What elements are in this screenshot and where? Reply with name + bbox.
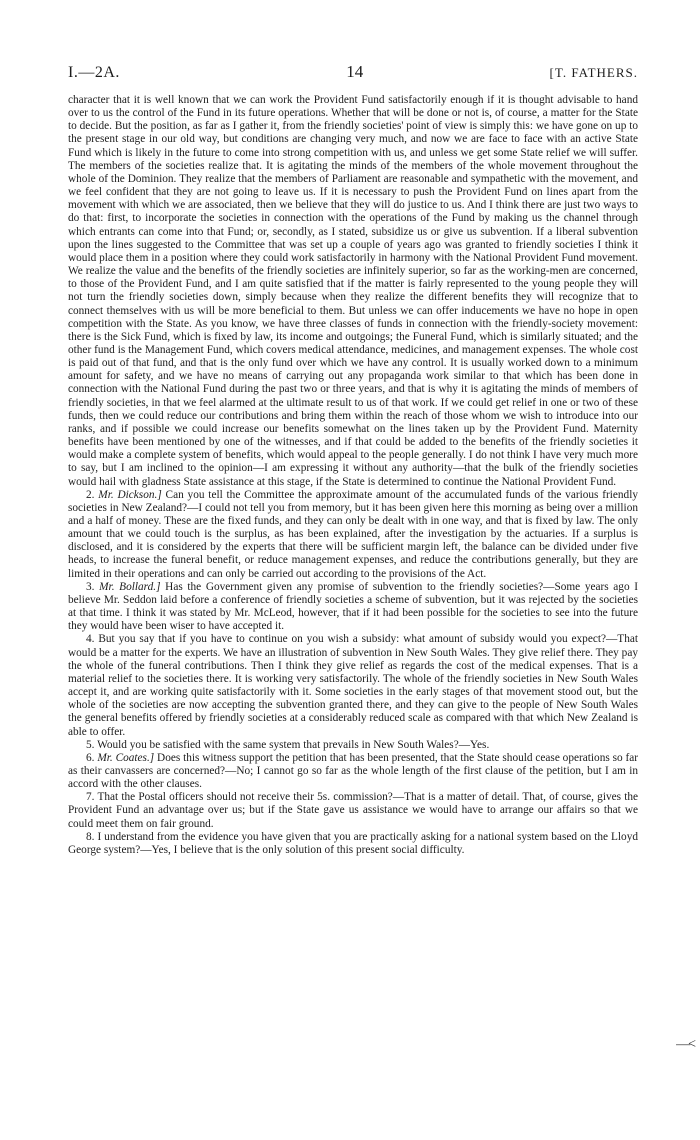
question-number: 8. <box>86 830 95 843</box>
question-6 <box>68 752 638 791</box>
question-number: 7. <box>86 791 95 804</box>
paper-reference: I.—2A. <box>68 64 120 81</box>
question-text: Does this witness support the petition that has been presented, that the State should cease operations so far as their canvassers are concerned?—No; I cannot go so far as the whole length of the first clause of the petition, but I am in accord with the other clauses. <box>68 751 639 791</box>
question-text: Would you be satisfied with the same system that prevails in New South Wales?—Yes. <box>97 738 490 751</box>
question-number: 3. <box>86 580 95 593</box>
question-number: 6. <box>86 751 95 764</box>
question-5 <box>68 739 638 752</box>
margin-mark-icon: —< <box>676 1037 694 1052</box>
question-text: That the Postal officers should not receive their 5s. commission?—That is a matter of detail. That, of course, gives the Provident Fund an advantage over us; but if the State gave us assistance we would have to arrange our affairs so that we could meet them on fair ground. <box>68 791 638 830</box>
question-4 <box>68 633 638 738</box>
running-title: [T. FATHERS. <box>549 65 638 80</box>
page-header <box>68 62 638 82</box>
question-number: 5. <box>86 738 95 751</box>
question-2 <box>68 489 638 581</box>
question-3 <box>68 581 638 634</box>
question-text: Can you tell the Committee the approximate amount of the accumulated funds of the various friendly societies in New Zealand?—I could not tell you from memory, but it has been given here this morning as being over a million and a half of money. These are the fixed funds, and they can only be dealt with in one way, and that is fixed by law. The only amount that we could touch is the surplus, as has been explained, after the investigation by the actuaries. If a surplus is disclosed, and it is considered by the experts that there will be sufficient margin left, the balance can be divided under five heads, to increase the funeral benefit, or reduce management expenses, and reduce the contributions generally, but they are limited in their operations and can only be carried out according to the provisions of the Act. <box>68 488 638 580</box>
speaker-name: Mr. Dickson.] <box>98 488 162 501</box>
speaker-name: Mr. Coates.] <box>97 751 155 764</box>
question-7 <box>68 791 638 830</box>
document-page <box>68 62 638 857</box>
question-number: 4. <box>86 633 95 646</box>
paragraph-text: character that it is well known that we can work the Provident Fund satisfactorily enough if it is thought advisable to hand over to us the control of the Fund in its future operations. Whether that will be done or not is, of course, a matter for the State to decide. But the position, as far as I gather it, from the friendly societies' point of view is simply this: we have gone on up to the present stage in our old way, but conditions are changing very much, and now we are face to face with an active State Fund which is likely in the future to come into strong competition with us, and unless we get some State relief we will suffer. The members of the societies realize that. It is agitating the minds of the members of the whole movement throughout the whole of the Dominion. They realize that the members of Parliament are reasonable and sympathetic with the movement, and we feel confident that they are not going to leave us. If it is necessary to push the Provident Fund on lines apart from the movement with which we are associated, then we believe that they will do justice to us. And I think there are just two ways to do that: first, to incorporate the societies in connection with the operations of the Fund by making us the channel through which entrants can come into that Fund; or, secondly, as I stated, subsidize us or give us subvention. If a liberal subvention upon the lines suggested to the Committee that was set up a couple of years ago was granted to friendly societies I think it would place them in a position where they could work satisfactorily in harmony with the National Provident Fund movement. We realize the value and the benefits of the friendly societies are infinitely superior, so far as the working-men are concerned, to those of the Provident Fund, and I am quite satisfied that if the matter is fairly represented to the young people they will not turn the friendly societies down, simply because when they realize the different benefits they will recognize that to connect themselves with us will be more beneficial to them. But unless we can offer inducements we have no hope in open competition with the State. As you know, we have three classes of funds in connection with the friendly-society movement: there is the Sick Fund, which is fixed by law, its income and outgoings; the Funeral Fund, which is similarly situated; and the other fund is the Management Fund, which covers medical attendance, medicines, and management expenses. The whole cost is paid out of that fund, and that is the only fund over which we have any control. It is usually worked down to a minimum amount for safety, and we have no means of carrying out any propaganda work similar to that which has been done in connection with the National Fund during the past two or three years, and that is why it is agitating the minds of members of friendly societies, in that we feel alarmed at the ultimate result to us of that work. If we could get relief in one or two of these funds, then we could reduce our contributions and bring them within the reach of those whom we wish to introduce into our ranks, and if possible we could increase our benefits somewhat on the lines taken up by the Provident Fund. Maternity benefits have been mentioned by one of the witnesses, and if that could be added to the benefits of the friendly societies it would make a complete system of benefits, which would appeal to the people generally. I do not think I have very much more to say, but I am inclined to the opinion—I am expressing it without any authority—that the bulk of the friendly societies would hail with gladness State assistance at this stage, if the State is determined to continue the National Provident Fund. <box>68 94 638 488</box>
question-8 <box>68 831 638 857</box>
page-number: 14 <box>346 62 364 81</box>
question-number: 2. <box>86 488 95 501</box>
paragraph-continuation <box>68 94 638 489</box>
question-text: I understand from the evidence you have given that you are practically asking for a national system based on the Lloyd George system?—Yes, I believe that is the only solution of this present social difficulty. <box>68 830 638 856</box>
question-text: But you say that if you have to continue on you wish a subsidy: what amount of subsidy would you expect?—That would be a matter for the experts. We have an illustration of subvention in New South Wales. They give relief there. They pay the whole of the funeral contributions. Then I think they give relief as regards the cost of the medical expenses. That is a material relief to the societies there. It is working very satisfactorily. The whole of the friendly societies in New South Wales accept it, and are working quite satisfactorily with it. Some societies in the early stages of that movement stood out, but the whole of the societies are now accepting the subvention granted there, and they can give to the people of New South Wales the general benefits offered by friendly societies at a considerably reduced scale as compared with that which New Zealand is able to offer. <box>68 633 638 738</box>
speaker-name: Mr. Bollard.] <box>99 580 161 593</box>
question-text: Has the Government given any promise of subvention to the friendly societies?—Some years ago I believe Mr. Seddon laid before a conference of friendly societies a scheme of subvention, but it was rejected by the societies at that time. I think it was stated by Mr. McLeod, however, that if it had been possible for the societies to see into the future they would have been wiser to have accepted it. <box>68 580 639 633</box>
body-text <box>68 94 638 857</box>
